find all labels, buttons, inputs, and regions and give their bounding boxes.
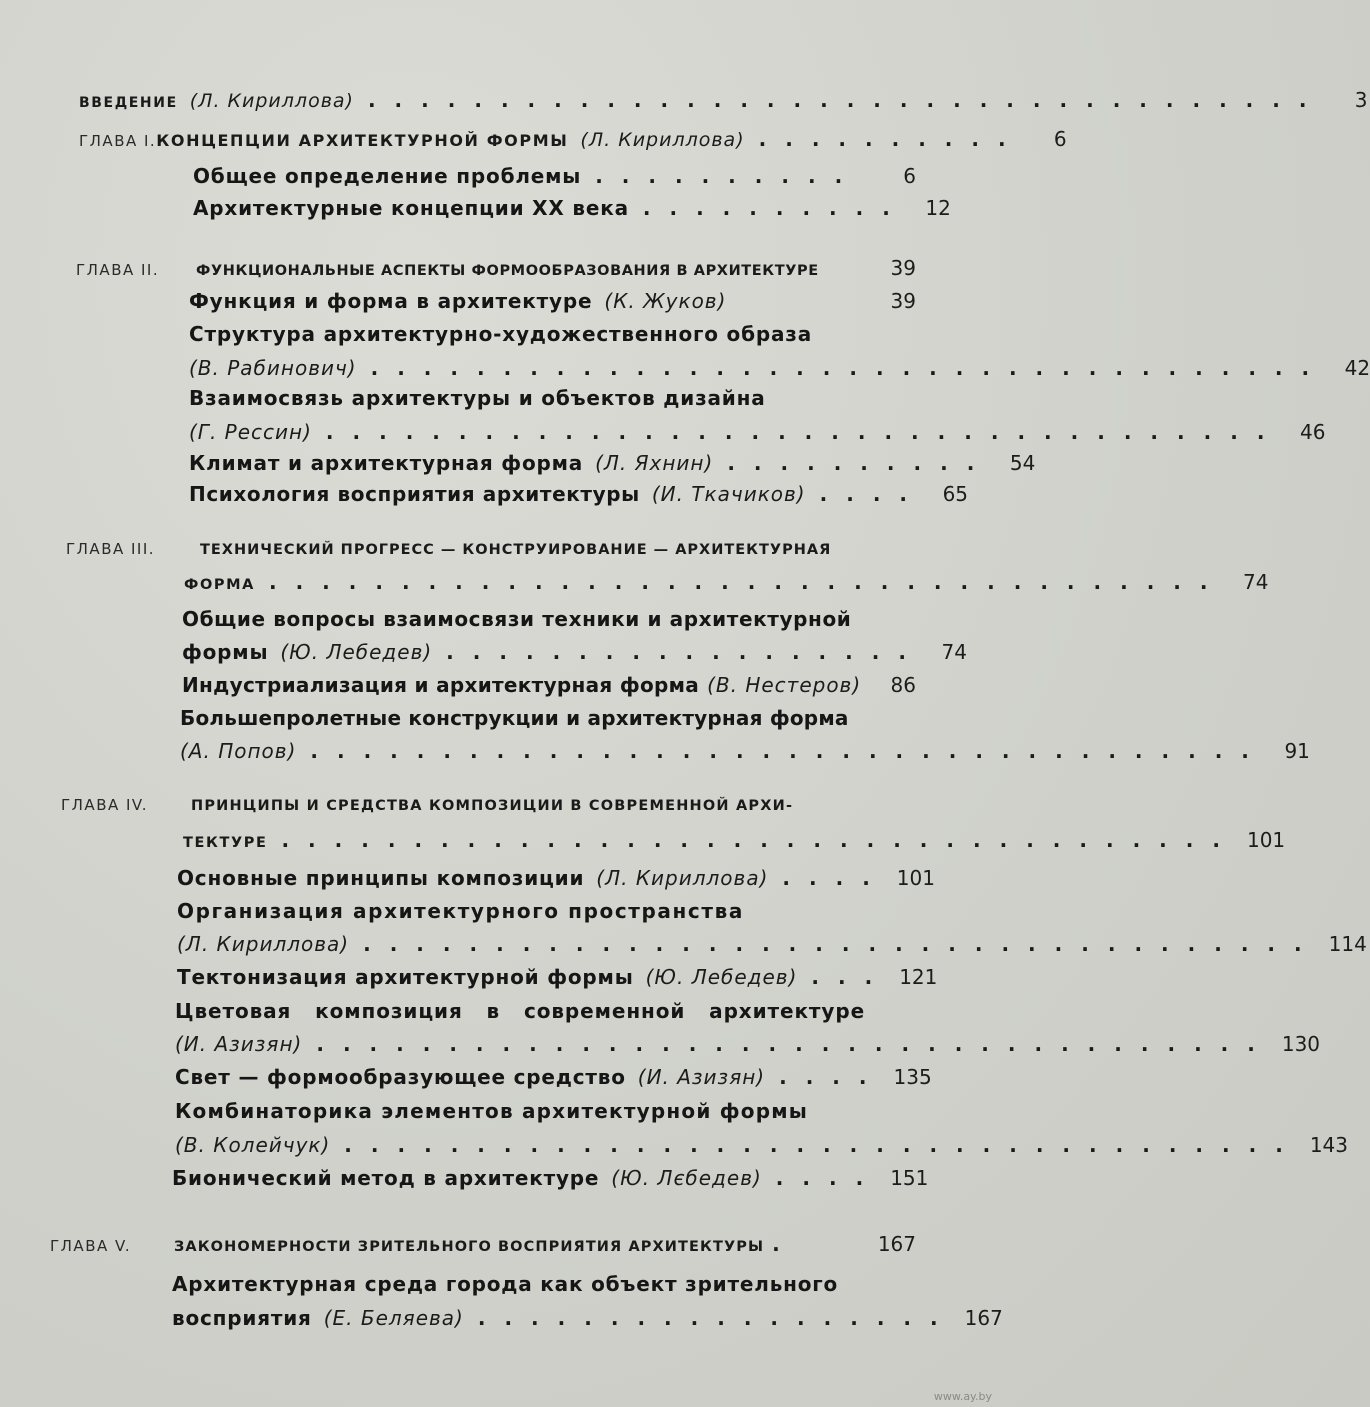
toc-section-row [193,164,916,188]
section-author: (А. Попов) [180,739,297,763]
section-title: Архитектурные концепции XX века [193,196,629,220]
section-page: 74 [941,640,967,664]
toc-section-row [175,1065,932,1089]
section-author: (Л. Кириллова) [177,932,350,956]
chapter2-heading [76,256,916,280]
chapter3-label: ГЛАВА III. [66,540,156,558]
leader-dots: .................................... [325,420,1284,444]
toc-section-row-cont [189,420,1326,444]
toc-section-row [182,607,916,631]
intro-title: ВВЕДЕНИЕ [79,95,178,111]
section-title-line1: Общие вопросы взаимосвязи техники и архитектурной [182,607,852,631]
section-title: Большепролетные конструкции и архитектурная форма [180,706,849,730]
section-author: (В. Колейчук) [175,1133,331,1157]
section-page: 42 [1344,356,1370,380]
section-page: 12 [925,196,951,220]
toc-section-row [175,1099,916,1123]
section-title: Комбинаторика элементов архитектурной формы [175,1099,809,1123]
section-title: Свет — формообразующее средство [175,1065,626,1089]
section-page: 54 [1009,451,1036,475]
leader-dots: .................................... [363,932,1321,956]
section-page: 143 [1309,1133,1348,1157]
leader-dots: .................................... [281,828,1239,852]
chapter4-title-line2: ТЕКТУРЕ [183,835,268,851]
toc-section-row [189,386,916,410]
leader-dots: .................................... [268,570,1227,594]
section-title: Общее определение проблемы [193,164,582,188]
section-title: Климат и архитектурная форма [189,451,584,475]
leader-dots: .... [779,1065,886,1089]
toc-section-row [177,899,916,923]
section-title-line1: Архитектурная среда города как объект зрительного [172,1272,839,1296]
leader-dots: .... [819,482,927,506]
chapter4-title-line1: ПРИНЦИПЫ И СРЕДСТВА КОМПОЗИЦИИ В СОВРЕМЕННОЙ АРХИ- [191,798,794,814]
leader-dots: .................................... [370,356,1329,380]
chapter1-author: (Л. Кириллова) [580,129,745,151]
section-author: (Л. Кириллова) [596,866,769,890]
leader-dots: .......... [758,127,1025,151]
section-author: (Ю. Лебедев) [280,640,433,664]
leader-dots: .................................... [344,1133,1302,1157]
chapter4-page: 101 [1246,828,1286,852]
toc-section-row [189,482,969,506]
section-page: 6 [903,164,916,188]
section-page: 167 [964,1306,1003,1330]
leader-dots: .... [782,866,889,890]
toc-section-row [189,322,916,346]
chapter3-heading-cont [184,570,1269,594]
section-title: Функция и форма в архитектуре [189,289,593,313]
section-title-line2: формы [182,640,269,664]
toc-section-row [180,706,916,730]
leader-dots: .................. [446,640,925,664]
section-author: (И. Ткачиков) [651,482,806,506]
toc-section-row [175,999,916,1023]
toc-section-row [172,1272,916,1296]
section-title: Структура архитектурно-художественного образа [189,322,812,346]
chapter1-title: КОНЦЕПЦИИ АРХИТЕКТУРНОЙ ФОРМЫ [156,131,569,150]
chapter5-label: ГЛАВА V. [50,1237,132,1255]
chapter4-label: ГЛАВА IV. [61,796,149,814]
section-author: (Л. Яхнин) [595,451,714,475]
toc-section-row [177,866,935,890]
section-title: Психология восприятия архитектуры [189,482,640,506]
chapter3-heading [66,540,916,558]
chapter1-page: 6 [1053,127,1067,151]
section-author: (Е. Беляева) [323,1306,464,1330]
section-title: Организация архитектурного пространства [177,899,744,923]
toc-section-row [172,1166,929,1190]
leader-dots: . [772,1232,799,1256]
toc-section-row [193,196,951,220]
chapter5-heading [50,1232,916,1256]
leader-dots: .................. [477,1306,957,1330]
chapter1-label: ГЛАВА I. [79,132,157,150]
section-title: Тектонизация архитектурной формы [177,965,634,989]
toc-section-row-cont [177,932,1367,956]
chapter4-heading [61,796,916,814]
leader-dots: .......... [642,196,909,220]
toc-intro-row [79,88,1368,112]
section-author: (Г. Рессин) [189,420,312,444]
section-page: 101 [896,866,935,890]
chapter5-page: 167 [877,1232,916,1256]
chapter4-heading-cont [183,828,1286,852]
section-author: (К. Жуков) [604,289,727,313]
leader-dots: .... [775,1166,883,1190]
section-author: (Ю. Лєбедев) [611,1166,762,1190]
section-page: 151 [890,1166,929,1190]
chapter3-title-line2: ФОРМА [184,577,255,593]
section-title: Индустриализация и архитектурная форма [182,673,700,697]
section-author: (Ю. Лебедев) [645,965,798,989]
leader-dots: .................................... [367,88,1326,112]
leader-dots: .......... [595,164,862,188]
toc-section-row-cont [172,1306,1003,1330]
section-title: Взаимосвязь архитектуры и объектов дизайна [189,386,766,410]
leader-dots: ... [811,965,892,989]
leader-dots: .................................... [310,739,1268,763]
section-title-line2: восприятия [172,1306,312,1330]
chapter3-page: 74 [1243,570,1269,594]
section-page: 65 [942,482,969,506]
toc-section-row-cont [175,1032,1321,1056]
toc-section-row-cont [180,739,1310,763]
toc-section-row-cont [175,1133,1348,1157]
chapter2-label: ГЛАВА II. [76,261,160,279]
section-title: Основные принципы композиции [177,866,585,890]
toc-section-row-cont [182,640,967,664]
toc-section-row [177,965,938,989]
section-page: 39 [890,289,916,313]
chapter3-title-line1: ТЕХНИЧЕСКИЙ ПРОГРЕСС — КОНСТРУИРОВАНИЕ — АРХИТЕКТУРНАЯ [200,542,832,558]
section-page: 86 [890,673,916,697]
intro-author: (Л. Кириллова) [189,90,354,112]
section-page: 114 [1328,932,1367,956]
section-title: Бионический метод в архитектуре [172,1166,600,1190]
toc-section-row [189,289,916,313]
intro-page: 3 [1354,88,1368,112]
section-page: 130 [1281,1032,1321,1056]
section-page: 135 [893,1065,932,1089]
toc-section-row [189,451,1036,475]
chapter2-page: 39 [890,256,916,280]
toc-section-row-cont [189,356,1370,380]
section-author: (В. Нестеров) [707,673,862,697]
section-author: (В. Рабинович) [189,356,357,380]
chapter1-heading [79,127,1067,151]
toc-section-row [182,673,916,697]
leader-dots: .................................... [316,1032,1274,1056]
section-page: 121 [899,965,938,989]
section-page: 91 [1284,739,1310,763]
section-page: 46 [1299,420,1326,444]
watermark-text: www.ay.by [933,1390,992,1403]
section-title: Цветовая композиция в современной архитектуре [175,999,866,1023]
section-author: (И. Азизян) [637,1065,766,1089]
leader-dots: .......... [727,451,994,475]
chapter5-title: ЗАКОНОМЕРНОСТИ ЗРИТЕЛЬНОГО ВОСПРИЯТИЯ АРХИТЕКТУРЫ [174,1239,765,1255]
section-author: (И. Азизян) [175,1032,303,1056]
chapter2-title: ФУНКЦИОНАЛЬНЫЕ АСПЕКТЫ ФОРМООБРАЗОВАНИЯ В АРХИТЕКТУРЕ [196,263,819,279]
